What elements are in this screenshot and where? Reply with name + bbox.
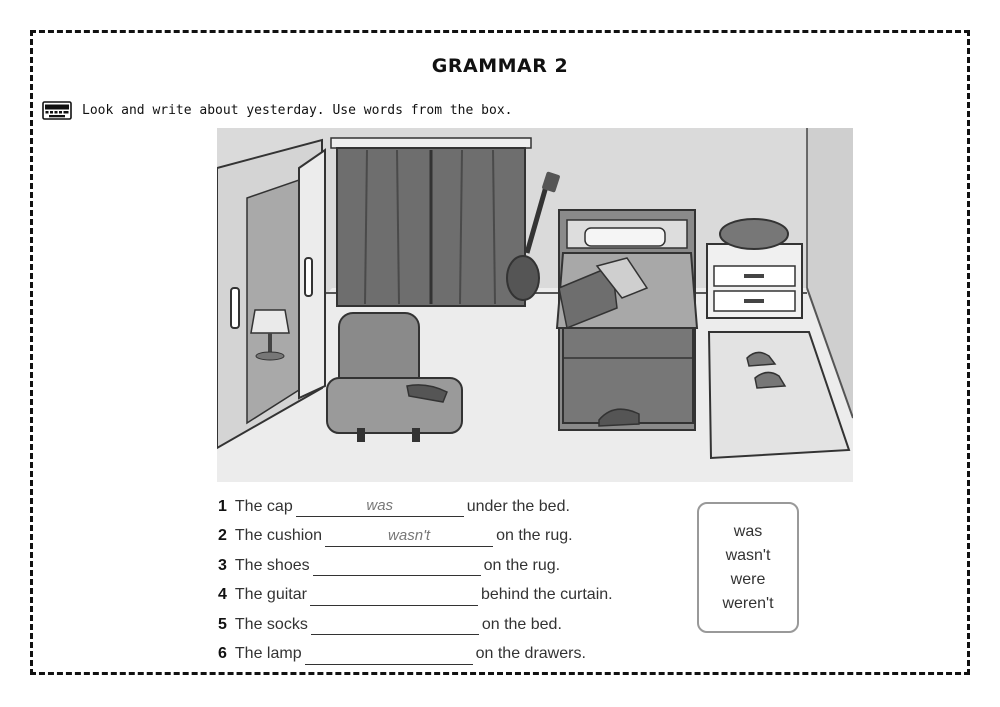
answer-blank[interactable] xyxy=(305,644,473,665)
instruction xyxy=(42,101,512,120)
list-item xyxy=(218,551,688,581)
item-ending: under the bed. xyxy=(466,497,570,515)
keyboard-icon xyxy=(42,101,72,120)
item-ending: on the rug. xyxy=(496,527,573,545)
item-number: 4 xyxy=(218,586,227,604)
item-ending: on the rug. xyxy=(483,556,561,574)
item-number: 5 xyxy=(218,615,227,633)
curtain xyxy=(331,138,531,306)
list-item xyxy=(218,581,688,611)
item-number: 2 xyxy=(218,527,227,545)
answer-blank[interactable]: wasn't xyxy=(325,526,493,547)
word-box-item: was xyxy=(733,522,763,540)
exercise-list xyxy=(218,492,688,669)
answer-blank[interactable]: was xyxy=(296,496,464,517)
item-number: 6 xyxy=(218,645,227,663)
answer-blank[interactable] xyxy=(311,614,479,635)
item-ending: behind the curtain. xyxy=(480,586,613,604)
item-subject: The cap xyxy=(234,497,293,515)
list-item xyxy=(218,522,688,552)
list-item xyxy=(218,492,688,522)
drawers xyxy=(707,219,802,318)
item-ending: on the bed. xyxy=(481,615,562,633)
page-title: GRAMMAR 2 xyxy=(431,55,569,77)
word-box-item: wasn't xyxy=(725,546,771,564)
word-box-item: were xyxy=(730,570,766,588)
word-box xyxy=(697,502,799,633)
item-subject: The socks xyxy=(234,615,308,633)
bed xyxy=(557,210,697,430)
list-item xyxy=(218,610,688,640)
bedroom-illustration xyxy=(217,128,853,482)
item-subject: The shoes xyxy=(234,556,310,574)
item-ending: on the drawers. xyxy=(475,645,586,663)
item-number: 1 xyxy=(218,497,227,515)
item-subject: The guitar xyxy=(234,586,307,604)
list-item xyxy=(218,640,688,670)
item-subject: The cushion xyxy=(234,527,323,545)
answer-blank[interactable] xyxy=(313,555,481,576)
word-box-item: weren't xyxy=(722,594,774,612)
item-number: 3 xyxy=(218,556,227,574)
item-subject: The lamp xyxy=(234,645,302,663)
instruction-text: Look and write about yesterday. Use words from the box. xyxy=(82,103,513,118)
answer-blank[interactable] xyxy=(310,585,478,606)
